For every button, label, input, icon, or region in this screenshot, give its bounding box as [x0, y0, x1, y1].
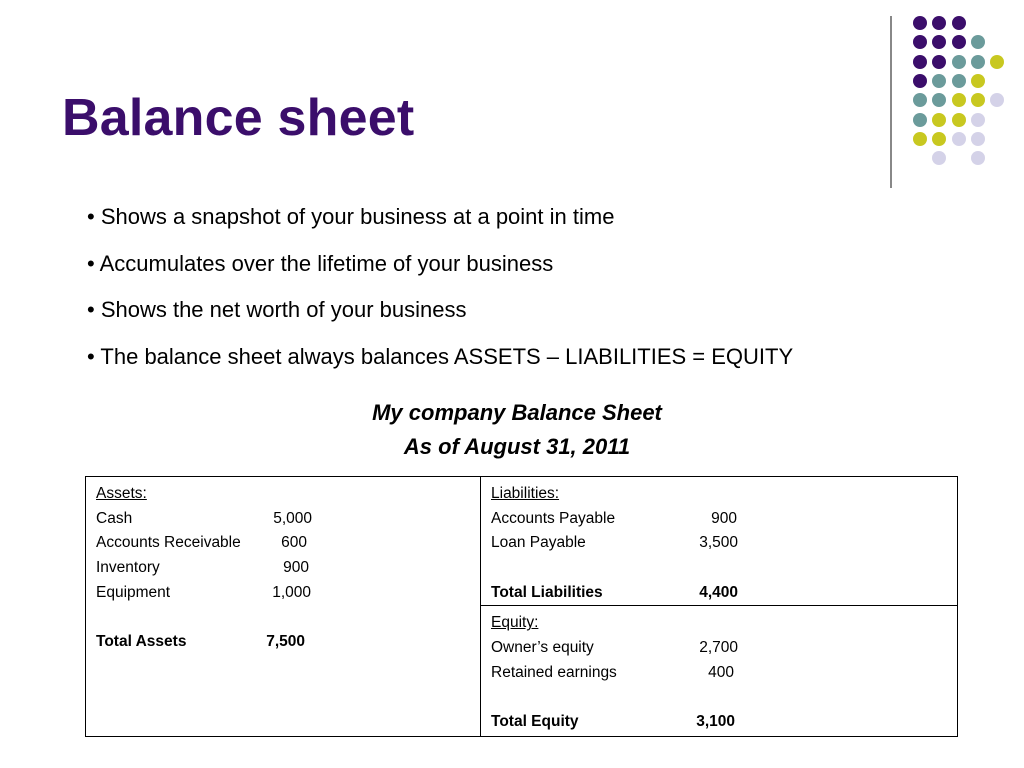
- total-assets-label: Total Assets: [96, 633, 187, 651]
- asset-label: Cash: [96, 509, 133, 527]
- equity-label: Retained earnings: [491, 663, 617, 681]
- decorative-dot: [913, 55, 927, 69]
- decorative-dot: [932, 55, 946, 69]
- decorative-dot: [932, 132, 946, 146]
- decorative-dot: [971, 74, 985, 88]
- asset-amount: 5,000: [273, 509, 312, 527]
- decorative-dot: [952, 113, 966, 127]
- asset-amount: 600: [281, 534, 307, 552]
- total-assets-row: [96, 630, 470, 655]
- decorative-dot: [932, 151, 946, 165]
- asset-label: Equipment: [96, 583, 171, 601]
- asset-row: [96, 531, 470, 556]
- decorative-dot: [990, 93, 1004, 107]
- asset-row: [96, 581, 470, 606]
- decorative-dot: [971, 113, 985, 127]
- decorative-dot: [990, 55, 1004, 69]
- decorative-dot: [913, 132, 927, 146]
- total-assets-amount: 7,500: [266, 633, 305, 651]
- decorative-dot: [913, 35, 927, 49]
- liability-row: [491, 531, 947, 556]
- asset-amount: 1,000: [272, 583, 311, 601]
- vertical-divider: [890, 16, 892, 188]
- liability-amount: 3,500: [699, 534, 738, 552]
- decorative-dot: [952, 132, 966, 146]
- total-liabilities-amount: 4,400: [699, 583, 738, 601]
- slide-title: Balance sheet: [62, 89, 415, 147]
- asset-row: [96, 556, 470, 581]
- total-liabilities-label: Total Liabilities: [491, 583, 603, 601]
- total-equity-row: [491, 710, 947, 735]
- total-liabilities-row: [491, 581, 947, 606]
- decorative-dot: [952, 35, 966, 49]
- decorative-dot: [971, 151, 985, 165]
- decorative-dot: [971, 35, 985, 49]
- equity-heading: Equity:: [491, 614, 539, 632]
- asset-label: Inventory: [96, 559, 160, 577]
- equity-cell: [481, 606, 958, 737]
- total-equity-amount: 3,100: [696, 713, 735, 731]
- decorative-dot: [932, 74, 946, 88]
- equity-label: Owner’s equity: [491, 639, 594, 657]
- decorative-dot: [932, 93, 946, 107]
- equity-row: [491, 661, 947, 686]
- bullet-list: [87, 202, 793, 388]
- decorative-dot: [913, 113, 927, 127]
- decorative-dot: [913, 74, 927, 88]
- bullet-item: • Shows a snapshot of your business at a point in time: [87, 204, 615, 229]
- decorative-dot: [932, 16, 946, 30]
- decorative-dot: [952, 74, 966, 88]
- decorative-dot: [932, 113, 946, 127]
- liabilities-cell: [481, 477, 958, 606]
- balance-sheet-table: [85, 476, 958, 737]
- equity-amount: 400: [708, 663, 734, 681]
- decorative-dot: [971, 132, 985, 146]
- bullet-item: • Accumulates over the lifetime of your business: [87, 250, 554, 276]
- equity-row: [491, 636, 947, 661]
- liabilities-heading: Liabilities:: [491, 485, 560, 502]
- liability-amount: 900: [711, 509, 737, 527]
- liability-label: Loan Payable: [491, 534, 586, 552]
- decorative-dot: [971, 93, 985, 107]
- total-equity-label: Total Equity: [491, 713, 579, 731]
- liability-label: Accounts Payable: [491, 509, 616, 527]
- decorative-dot: [952, 55, 966, 69]
- bullet-item: • The balance sheet always balances ASSETS – LIABILITIES = EQUITY: [87, 343, 794, 369]
- balance-sheet-caption: [0, 396, 1024, 464]
- bullet-item: • Shows the net worth of your business: [87, 297, 467, 322]
- liability-row: [491, 507, 947, 532]
- asset-label: Accounts Receivable: [96, 534, 241, 552]
- assets-cell: [86, 477, 481, 737]
- caption-company: My company Balance Sheet: [372, 400, 662, 425]
- decorative-dot: [913, 93, 927, 107]
- decorative-dot: [971, 55, 985, 69]
- caption-date: As of August 31, 2011: [403, 434, 631, 459]
- assets-heading: Assets:: [96, 485, 147, 502]
- decorative-dot: [913, 16, 927, 30]
- decorative-dot: [932, 35, 946, 49]
- equity-amount: 2,700: [699, 639, 738, 657]
- asset-amount: 900: [283, 559, 309, 577]
- decorative-dot: [952, 16, 966, 30]
- decorative-dot: [952, 93, 966, 107]
- asset-row: [96, 507, 470, 532]
